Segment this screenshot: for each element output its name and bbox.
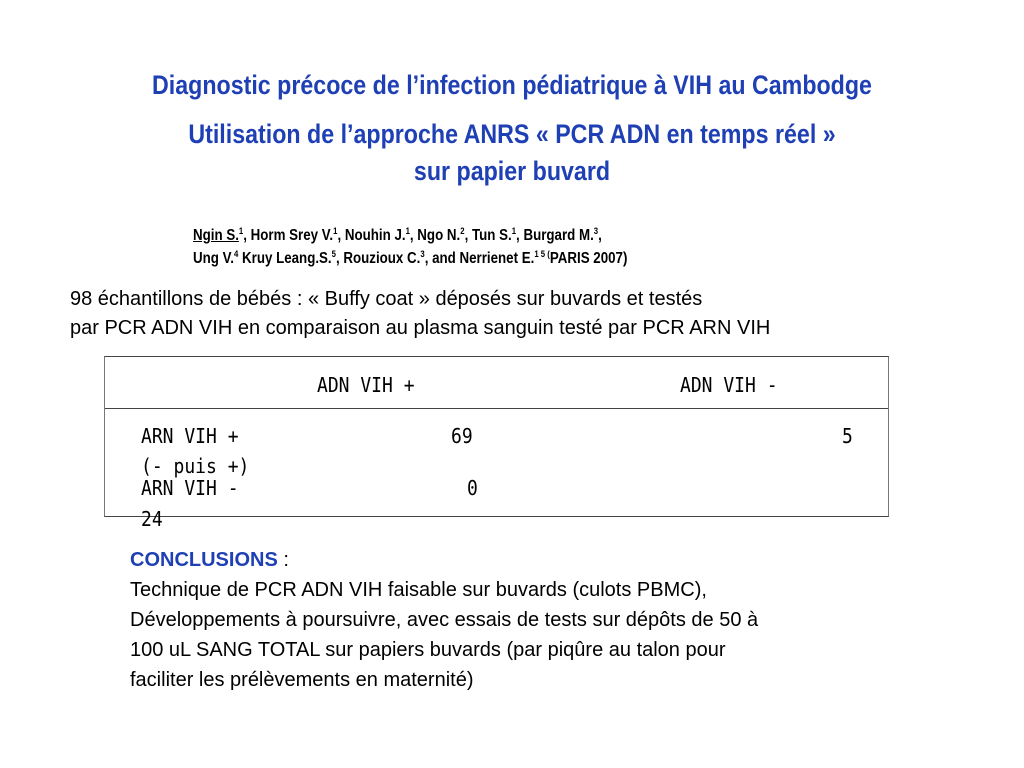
affiliation-sup: 3 <box>593 226 599 236</box>
author-list <box>193 224 627 270</box>
affiliation-sup: 1 <box>511 226 517 236</box>
cell-arn-pos-adn-neg: 5 <box>842 424 853 448</box>
heading-colon: : <box>277 549 289 571</box>
conclusion-line: faciliter les prélèvements en maternité) <box>130 669 474 691</box>
row-label-arn-pos: ARN VIH + <box>141 424 239 448</box>
conclusion-line: Développements à poursuivre, avec essais de tests sur dépôts de 50 à <box>130 609 759 631</box>
author: , and Nerrienet E. <box>424 250 535 267</box>
row-sublabel-arn-pos: (- puis +) <box>141 454 250 478</box>
author-line-1 <box>193 224 627 247</box>
affiliation-sup: 1 5 ( <box>534 249 550 259</box>
author-line-2 <box>193 247 627 270</box>
title-line-3: sur papier buvard <box>413 156 611 186</box>
title-line-1: Diagnostic précoce de l’infection pédiatrique à VIH au Cambodge <box>152 70 872 100</box>
author-separator: , <box>598 227 602 244</box>
conclusions-heading-line <box>130 545 758 575</box>
author: , Tun S. <box>464 227 512 244</box>
author: , Horm Srey V. <box>243 227 334 244</box>
author: , Rouzioux C. <box>335 250 421 267</box>
affiliation-sup: 1 <box>238 226 244 236</box>
cell-arn-pos-adn-pos: 69 <box>451 424 473 448</box>
study-description-line-1: 98 échantillons de bébés : « Buffy coat » déposés sur buvards et testés <box>70 288 703 310</box>
conclusion-line: 100 uL SANG TOTAL sur papiers buvards (par piqûre au talon pour <box>130 639 726 661</box>
affiliation-sup: 1 <box>405 226 410 236</box>
author-first: Ngin S. <box>193 227 239 244</box>
conclusion-line: Technique de PCR ADN VIH faisable sur buvards (culots PBMC), <box>130 579 707 601</box>
col-header-adn-neg: ADN VIH - <box>680 373 778 397</box>
affiliation-sup: 4 <box>233 249 239 259</box>
affiliation-sup: 3 <box>420 249 425 259</box>
table-divider <box>105 408 888 409</box>
author: , Ngo N. <box>409 227 461 244</box>
title-line-2: Utilisation de l’approche ANRS « PCR ADN en temps réel » <box>188 119 836 149</box>
study-description-line-2: par PCR ADN VIH en comparaison au plasma sanguin testé par PCR ARN VIH <box>70 317 771 339</box>
conclusions-heading: CONCLUSIONS <box>130 549 278 571</box>
cell-arn-neg-adn-pos: 0 <box>467 476 478 500</box>
conclusions <box>130 545 758 695</box>
study-description <box>70 285 770 343</box>
author: Ung V. <box>193 250 234 267</box>
row-label-arn-neg: ARN VIH - <box>141 476 239 500</box>
results-table <box>104 356 889 531</box>
row-sublabel-arn-neg: 24 <box>141 507 163 531</box>
col-header-adn-pos: ADN VIH + <box>317 373 415 397</box>
author: , Burgard M. <box>516 227 594 244</box>
citation-year: PARIS 2007) <box>549 250 628 267</box>
author: Kruy Leang.S. <box>238 250 332 267</box>
author: , Nouhin J. <box>337 227 406 244</box>
affiliation-sup: 1 <box>333 226 338 236</box>
affiliation-sup: 5 <box>331 249 336 259</box>
affiliation-sup: 2 <box>460 226 465 236</box>
